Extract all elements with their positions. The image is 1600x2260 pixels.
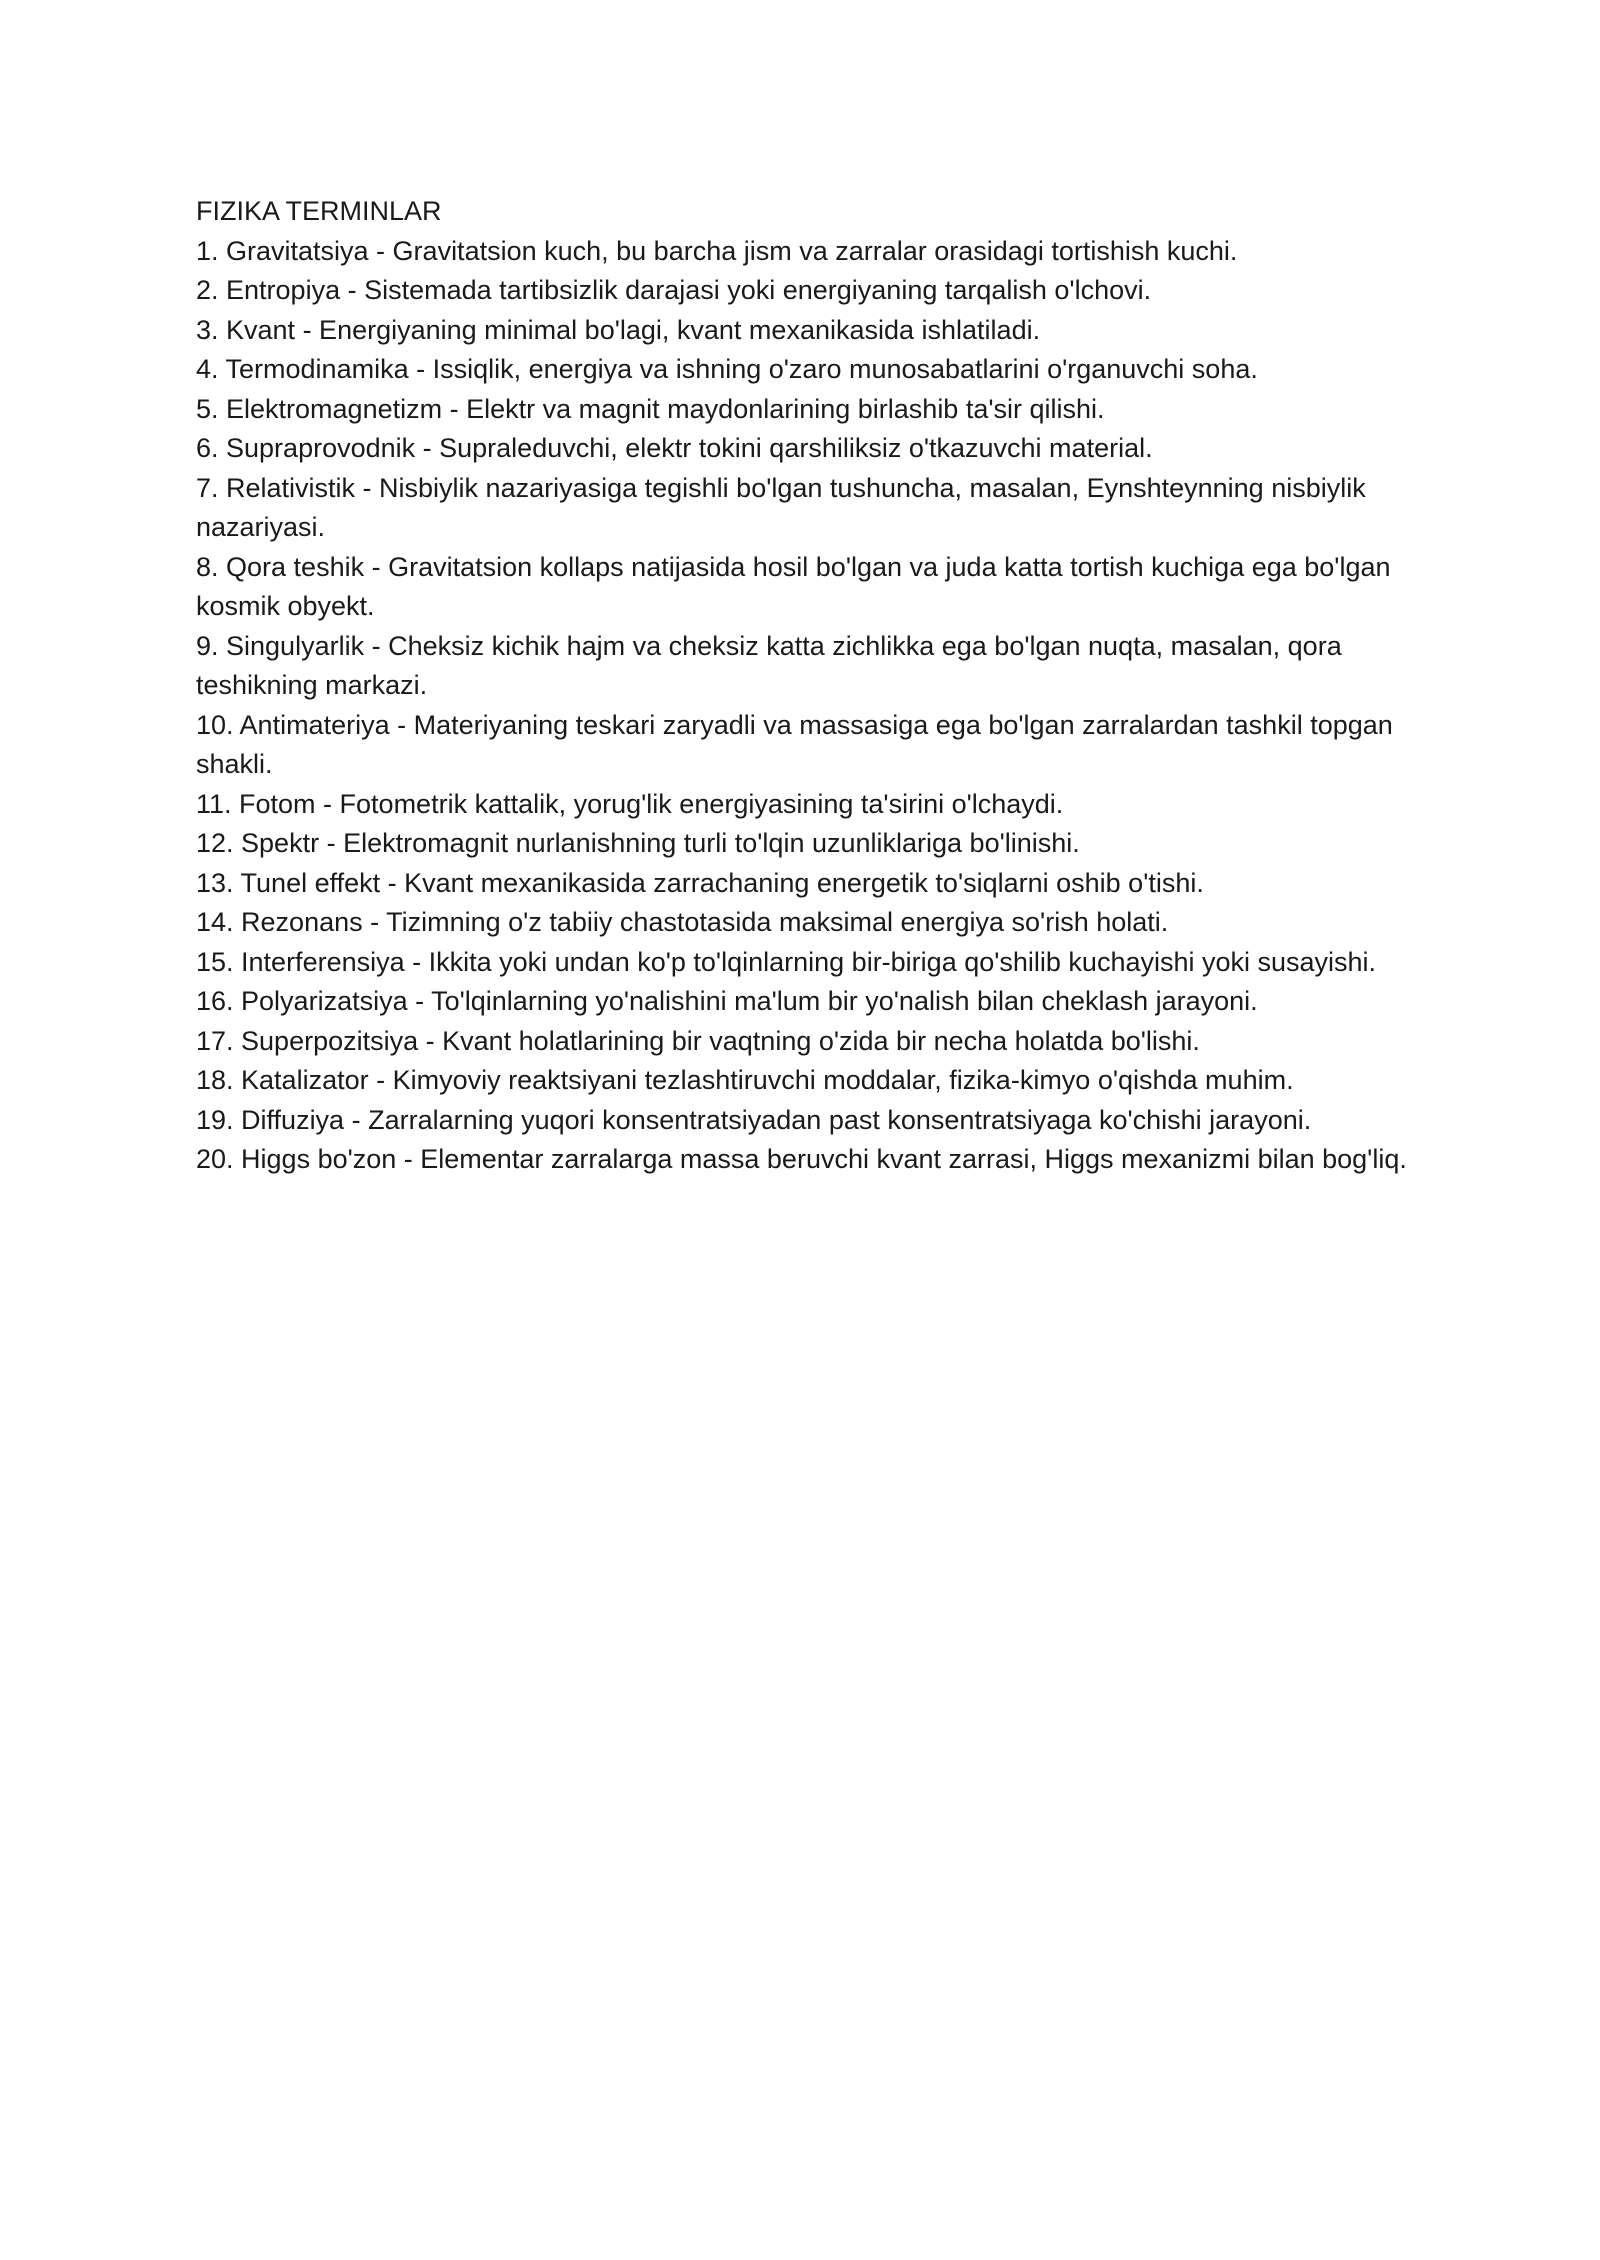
term-item: 13. Tunel effekt - Kvant mexanikasida zarrachaning energetik to'siqlarni oshib o'tishi. [196, 867, 1204, 898]
term-item: 1. Gravitatsiya - Gravitatsion kuch, bu barcha jism va zarralar orasidagi tortishish kuchi. [196, 235, 1238, 266]
term-item: 5. Elektromagnetizm - Elektr va magnit maydonlarining birlashib ta'sir qilishi. [196, 393, 1105, 424]
term-item: 7. Relativistik - Nisbiylik nazariyasiga tegishli bo'lgan tushuncha, masalan, Eynshteynning nisbiylik nazariyasi. [196, 472, 1366, 542]
term-item: 6. Supraprovodnik - Supraleduvchi, elektr tokini qarshiliksiz o'tkazuvchi material. [196, 433, 1153, 463]
term-item: 3. Kvant - Energiyaning minimal bo'lagi, kvant mexanikasida ishlatiladi. [196, 314, 1041, 345]
term-item: 4. Termodinamika - Issiqlik, energiya va ishning o'zaro munosabatlarini o'rganuvchi soha. [196, 354, 1258, 384]
term-item: 18. Katalizator - Kimyoviy reaktsiyani tezlashtiruvchi moddalar, fizika-kimyo o'qishda muhim. [196, 1065, 1294, 1095]
term-item: 17. Superpozitsiya - Kvant holatlarining bir vaqtning o'zida bir necha holatda bo'lishi. [196, 1025, 1200, 1056]
document-title: FIZIKA TERMINLAR [196, 196, 442, 226]
term-item: 12. Spektr - Elektromagnit nurlanishning turli to'lqin uzunliklariga bo'linishi. [196, 828, 1080, 858]
document-body [196, 192, 1446, 1180]
term-item: 11. Fotom - Fotometrik kattalik, yorug'lik energiyasining ta'sirini o'lchaydi. [196, 788, 1064, 819]
term-item: 16. Polyarizatsiya - To'lqinlarning yo'nalishini ma'lum bir yo'nalish bilan cheklash jarayoni. [196, 986, 1258, 1016]
term-item: 10. Antimateriya - Materiyaning teskari zaryadli va massasiga ega bo'lgan zarralardan tashkil topgan shakli. [196, 709, 1393, 779]
term-item: 8. Qora teshik - Gravitatsion kollaps natijasida hosil bo'lgan va juda katta tortish kuchiga ega bo'lgan kosmik obyekt. [196, 551, 1391, 621]
term-item: 15. Interferensiya - Ikkita yoki undan ko'p to'lqinlarning bir-biriga qo'shilib kuchayishi yoki susayishi. [196, 946, 1377, 977]
term-list [196, 232, 1446, 1180]
term-item: 9. Singulyarlik - Cheksiz kichik hajm va cheksiz katta zichlikka ega bo'lgan nuqta, masalan, qora teshikning markazi. [196, 630, 1342, 700]
term-item: 2. Entropiya - Sistemada tartibsizlik darajasi yoki energiyaning tarqalish o'lchovi. [196, 275, 1152, 305]
term-item: 19. Diffuziya - Zarralarning yuqori konsentratsiyadan past konsentratsiyaga ko'chishi jarayoni. [196, 1104, 1312, 1135]
term-item: 20. Higgs bo'zon - Elementar zarralarga massa beruvchi kvant zarrasi, Higgs mexanizmi bilan bog'liq. [196, 1144, 1407, 1174]
term-item: 14. Rezonans - Tizimning o'z tabiiy chastotasida maksimal energiya so'rish holati. [196, 907, 1169, 937]
